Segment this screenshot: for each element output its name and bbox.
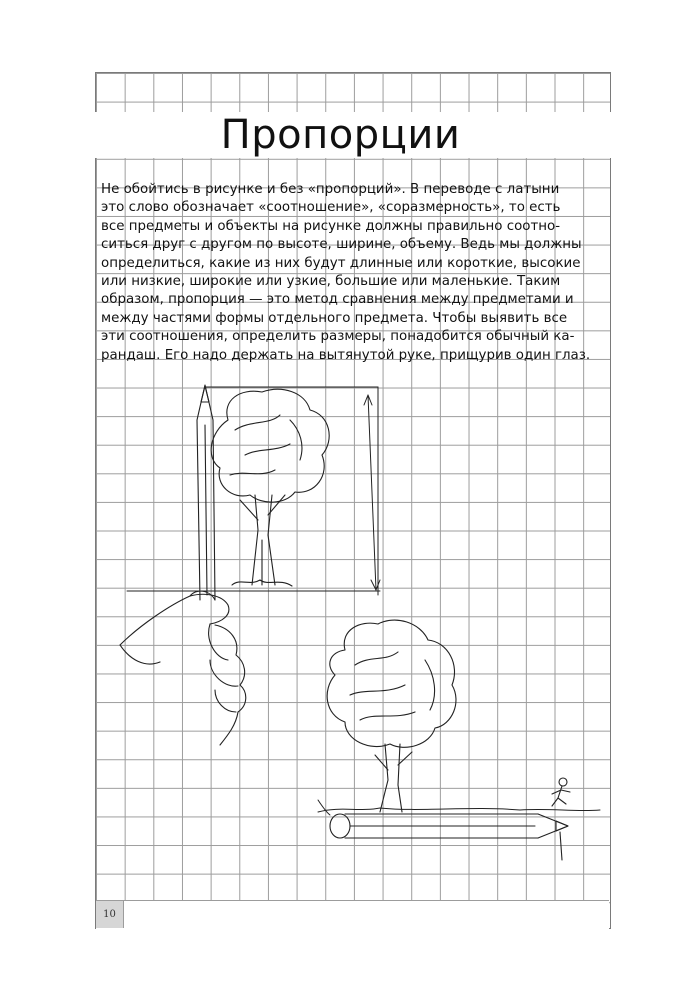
pencil-vertical-icon xyxy=(197,385,215,600)
text-line: или низкие, широкие или узкие, большие или маленькие. Таким xyxy=(101,274,561,290)
person-icon xyxy=(552,778,570,806)
text-line: рандаш. Его надо держать на вытянутой руке, прищурив один глаз. xyxy=(101,347,591,363)
tree-icon xyxy=(327,620,456,812)
text-line: определиться, какие из них будут длинные или короткие, высокие xyxy=(101,255,581,271)
text-line: между частями формы отдельного предмета. Чтобы выявить все xyxy=(101,310,568,326)
ground-line xyxy=(318,800,600,815)
text-line: эти соотношения, определить размеры, понадобится обычный ка- xyxy=(101,329,575,345)
page-title: Пропорции xyxy=(0,112,681,158)
pencil-horizontal-icon xyxy=(330,814,568,860)
text-line: ситься друг с другом по высоте, ширине, объему. Ведь мы должны xyxy=(101,237,582,253)
hand-icon xyxy=(120,591,246,745)
text-line: образом, пропорция — это метод сравнения между предметами и xyxy=(101,292,574,308)
text-line: все предметы и объекты на рисунке должны правильно соотно- xyxy=(101,218,561,234)
footer-strip xyxy=(96,900,609,929)
measure-guides xyxy=(127,387,380,595)
text-line: это слово обозначает «соотношение», «соразмерность», то есть xyxy=(101,200,561,216)
page-number: 10 xyxy=(96,901,124,928)
text-line: Не обойтись в рисунке и без «пропорций». В переводе с латыни xyxy=(101,182,560,197)
tree-icon xyxy=(211,389,329,586)
